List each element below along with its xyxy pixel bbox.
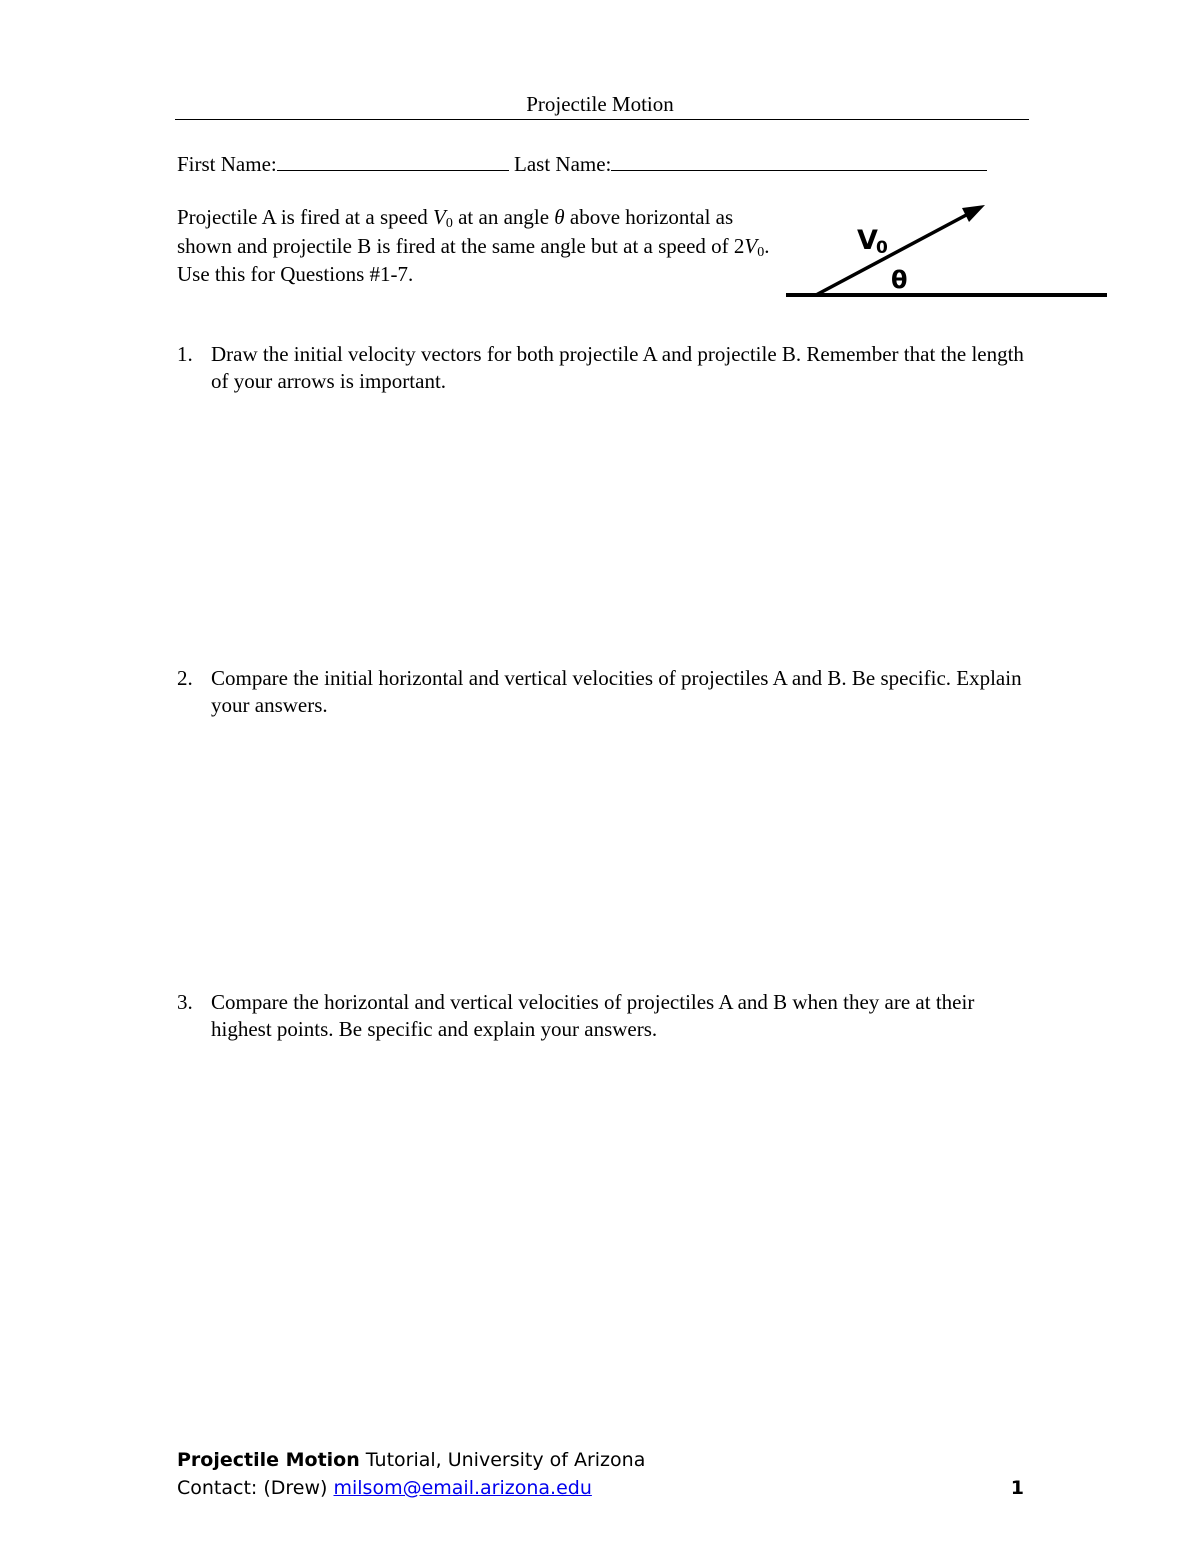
angle-label: θ — [891, 266, 908, 294]
intro-text-2: at an angle — [452, 205, 555, 229]
name-fields-row — [177, 150, 987, 177]
last-name-label: Last Name: — [514, 152, 612, 176]
first-name-blank[interactable] — [277, 150, 509, 171]
arrowhead-icon — [962, 205, 985, 222]
intro-text-4: . Use this for Questions #1-7. — [177, 233, 770, 286]
intro-speed-symbol-b: V — [744, 233, 758, 258]
question-number: 3. — [177, 990, 193, 1014]
footer-tutorial-line — [177, 1446, 645, 1474]
page-footer — [177, 1446, 645, 1502]
footer-contact-line — [177, 1474, 645, 1502]
intro-angle-symbol: θ — [554, 205, 565, 229]
question-text: Draw the initial velocity vectors for both projectile A and projectile B. Remember that the length of your arrows is important. — [211, 342, 1024, 393]
footer-title-bold: Projectile Motion — [177, 1449, 360, 1471]
velocity-subscript: 0 — [876, 238, 888, 258]
question-number: 2. — [177, 666, 193, 690]
launch-angle-diagram — [780, 198, 1110, 300]
question-text: Compare the initial horizontal and vertical velocities of projectiles A and B. Be specific. Explain your answers. — [211, 666, 1022, 717]
intro-speed-subscript-b: 0 — [757, 244, 765, 260]
footer-title-rest: Tutorial, University of Arizona — [359, 1449, 646, 1471]
question-text: Compare the horizontal and vertical velocities of projectiles A and B when they are at their highest points. Be specific and explain your answers. — [211, 990, 975, 1041]
intro-speed-symbol: V — [433, 205, 446, 229]
header-rule — [175, 119, 1029, 120]
contact-email-link[interactable]: milsom@email.arizona.edu — [333, 1477, 592, 1499]
first-name-label: First Name: — [177, 152, 277, 176]
intro-text-3: above horizontal as shown and projectile B is fired at the same angle but at a speed of 2 — [177, 205, 745, 258]
footer-contact-label: Contact: (Drew) — [177, 1477, 334, 1499]
question-number: 1. — [177, 342, 193, 366]
page-header-title: Projectile Motion — [526, 92, 674, 116]
velocity-label: V — [857, 225, 878, 256]
last-name-blank[interactable] — [611, 150, 987, 171]
intro-paragraph — [177, 203, 777, 289]
intro-speed-subscript: 0 — [445, 216, 453, 231]
page-number: 1 — [1010, 1477, 1024, 1499]
intro-text-1: Projectile A is fired at a speed — [177, 205, 434, 229]
